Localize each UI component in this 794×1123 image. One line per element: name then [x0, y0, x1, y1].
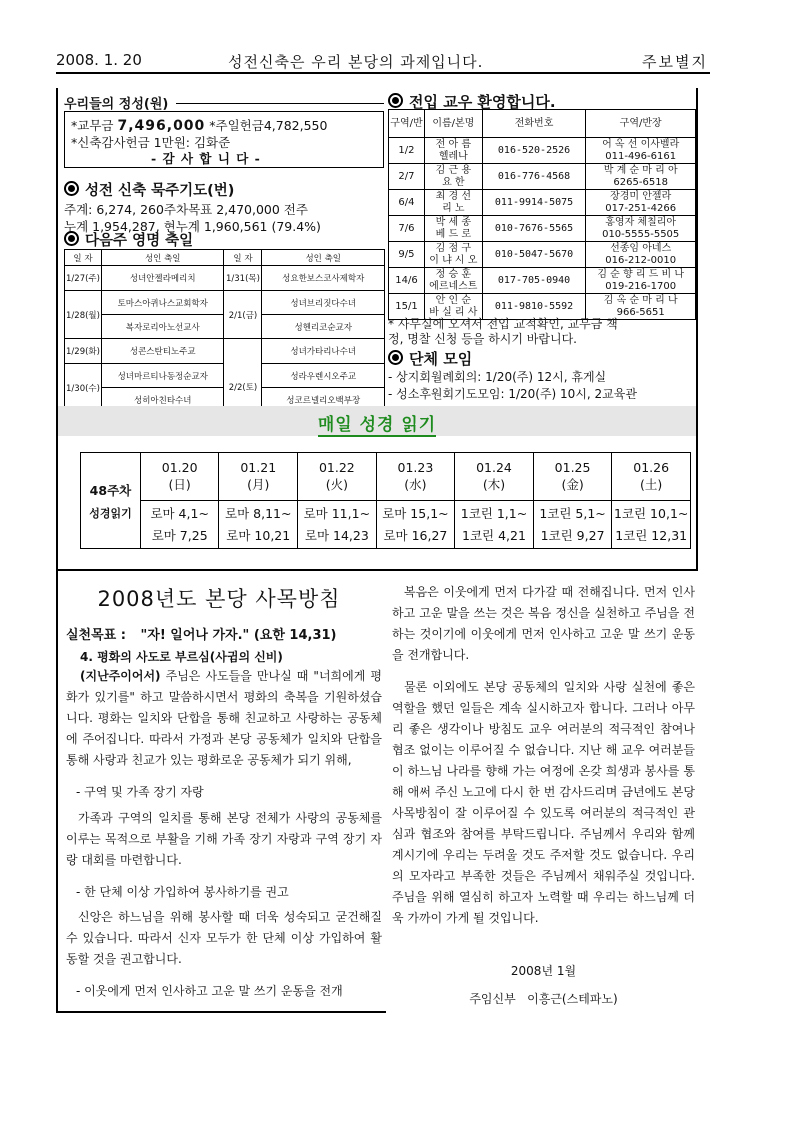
reading-passage	[612, 501, 691, 549]
reading-day	[612, 453, 691, 501]
goal-label: 실천목표 :	[66, 628, 126, 643]
frame-bottom	[56, 1011, 386, 1013]
transfer-name	[424, 190, 482, 216]
reading-title	[58, 410, 696, 435]
transfer-note	[388, 317, 696, 347]
leader-phone: 019-216-1700	[605, 280, 677, 292]
header-label: 주보별지	[642, 53, 708, 71]
feast-saint: 성녀안젤라메리치	[101, 266, 224, 291]
transfer-leader	[586, 164, 696, 190]
passage-from: 로마 15,1~	[382, 505, 449, 521]
transfer-table	[388, 109, 696, 320]
policy-paragraph: 가족과 구역의 일치를 통해 본당 전체가 사랑의 공동체를 이루는 목적으로 부활을 기해 가족 장기 자랑과 구역 장기 자랑 대회를 마련합니다.	[66, 811, 382, 867]
passage-to: 로마 7,25	[151, 527, 208, 543]
transfer-phone: 011-9914-5075	[482, 190, 586, 216]
feast-saint: 성녀마르티나동정순교자	[101, 364, 224, 388]
feast-date: 1/27(주)	[65, 266, 102, 291]
policy-paragraph: 물론 이외에도 본당 공동체의 일치와 사랑 실천에 좋은 역할을 했던 일들은 계속 실시하고자 합니다. 그러나 아무리 좋은 생각이나 방침도 교우 여러분의 적극적인 참여나 협조 없이는 이루어질 수 없습니다. 지난 해 교우 여러분들이 하느님 나라를 향해 가는 여정에 온갖 희생과 봉사를 통해 애써 주신 노고에 다시 한 번 감사드리며 금년에도 본당 사목방침이 잘 이루어질 수 있도록 여러분의 적극적인 관심과 협조와 참여를 부탁드립니다. 주님께서 우리와 함께 계시기에 우리는 두려울 것도 주저할 것도 없습니다. 우리의 모자라고 부족한 것들은 주님께서 채워주실 것입니다. 주님을 위해 열심히 하고자 노력할 때 우리는 하느님께 더욱 가까이 가게 될 것입니다.	[392, 680, 695, 925]
offering-donor: *신축감사헌금 1만원: 김화준	[71, 135, 231, 150]
table-row	[389, 242, 696, 268]
policy-title: 2008년도 본당 사목방침	[97, 587, 341, 611]
name-baptismal: 요 한	[442, 176, 465, 188]
reading-week-cell	[81, 453, 141, 549]
transfer-header: 구역/반장	[586, 110, 696, 138]
policy-item-heading: - 이웃에게 먼저 인사하고 고운 말 쓰기 운동을 전개	[76, 984, 343, 998]
reading-passage	[455, 501, 534, 549]
transfer-area: 15/1	[389, 294, 425, 320]
leader-name: 김 순 향 리 드 비 나	[597, 268, 685, 280]
policy-date: 2008년 1월	[510, 964, 577, 978]
offering-box	[64, 111, 384, 168]
passage-from: 로마 4,1~	[150, 505, 209, 521]
feast-saint: 복자로리아노선교사	[101, 315, 224, 339]
goal-text: "자! 일어나 가자." (요한 14,31)	[140, 628, 337, 643]
transfer-leader	[586, 242, 696, 268]
transfer-area: 1/2	[389, 138, 425, 164]
transfer-name	[424, 294, 482, 320]
transfer-leader	[586, 268, 696, 294]
name-korean: 정 승 훈	[435, 268, 471, 280]
day-weekday: (水)	[404, 477, 427, 492]
passage-to: 1코린 12,31	[615, 527, 688, 543]
transfer-name	[424, 268, 482, 294]
feast-table	[64, 249, 385, 412]
header-rule	[56, 72, 710, 74]
header-slogan: 성전신축은 우리 본당의 과제입니다.	[228, 53, 484, 71]
reading-passage	[376, 501, 455, 549]
offering-amount: 7,496,000	[117, 118, 206, 134]
leader-phone: 966-5651	[616, 306, 665, 318]
feast-saint: 성콘스탄티노주교	[101, 339, 224, 364]
transfer-leader	[586, 138, 696, 164]
passage-from: 1코린 10,1~	[613, 505, 689, 521]
page-header	[56, 48, 710, 72]
feast-saint: 토마스아퀴나스교회학자	[101, 291, 224, 315]
header-date: 2008. 1. 20	[56, 51, 142, 69]
name-baptismal: 바 실 리 사	[429, 306, 478, 318]
bullet-icon	[64, 181, 79, 196]
transfer-note-1: * 사무실에 오셔서 전입 교적확인, 교무금 책	[388, 317, 618, 331]
groups-title: 단체 모임	[409, 350, 473, 368]
transfer-leader	[586, 294, 696, 320]
transfer-area: 14/6	[389, 268, 425, 294]
p1-lead: (지난주이어서)	[80, 669, 161, 683]
groups-line-1: - 상지회월례회의: 1/20(주) 12시, 휴게실	[388, 370, 607, 384]
transfer-name	[424, 242, 482, 268]
transfer-name	[424, 138, 482, 164]
name-baptismal: 베 드 로	[435, 228, 471, 240]
name-baptismal: 리 노	[442, 202, 465, 214]
transfer-header: 이름/본명	[424, 110, 482, 138]
policy-paragraph: 신앙은 하느님을 위해 봉사할 때 더욱 성숙되고 굳건해질 수 있습니다. 따라서 신자 모두가 한 단체 이상 가입하여 활동할 것을 권고합니다.	[66, 910, 382, 966]
groups-line-2: - 성소후원회기도모임: 1/20(주) 10시, 2교육관	[388, 387, 637, 401]
transfer-name	[424, 164, 482, 190]
feast-saint: 성요한보스코사제학자	[262, 266, 385, 291]
transfer-note-2: 정, 명찰 신청 등을 하시기 바랍니다.	[388, 332, 577, 346]
table-row	[389, 138, 696, 164]
day-date: 01.26	[633, 460, 670, 475]
reading-day	[298, 453, 377, 501]
reading-day	[219, 453, 298, 501]
offering-title: 우리들의 정성(원)	[64, 97, 169, 112]
day-weekday: (日)	[168, 477, 191, 492]
table-row	[389, 190, 696, 216]
feast-saint: 성녀가타리나수녀	[262, 339, 385, 364]
name-korean: 최 경 선	[435, 190, 471, 202]
day-weekday: (土)	[640, 477, 663, 492]
reading-day	[533, 453, 612, 501]
policy-subtitle: 4. 평화의 사도로 부르심(사귐의 신비)	[80, 650, 283, 664]
feast-saint: 성코르넬리오백부장	[262, 388, 385, 412]
reading-day	[376, 453, 455, 501]
feast-saint: 성히아친타수녀	[101, 388, 224, 412]
bullet-icon	[388, 93, 403, 108]
leader-name: 홍영자 체칠리아	[605, 216, 677, 228]
feast-date: 2/2(토)	[224, 364, 262, 412]
table-row	[389, 268, 696, 294]
name-korean: 전 아 름	[435, 138, 471, 150]
reading-day	[140, 453, 219, 501]
policy-item-heading: - 구역 및 가족 장기 자랑	[76, 785, 204, 799]
rosary-line-2: 누계 1,954,287, 현누계 1,960,561 (79.4%)	[64, 219, 321, 234]
transfer-leader	[586, 190, 696, 216]
transfer-header: 구역/반	[389, 110, 425, 138]
transfer-phone: 016-520-2526	[482, 138, 586, 164]
passage-to: 1코린 9,27	[540, 527, 605, 543]
reading-passage	[219, 501, 298, 549]
name-baptismal: 헬레나	[438, 150, 468, 162]
leader-phone: 6265-6518	[613, 176, 668, 188]
leader-phone: 011-496-6161	[605, 150, 677, 162]
feast-date: 1/31(목)	[224, 266, 262, 291]
leader-name: 박 계 순 마 리 아	[603, 164, 678, 176]
name-korean: 김 점 구	[435, 242, 471, 254]
offering-title-rule	[176, 103, 384, 104]
feast-date: 1/30(수)	[65, 364, 102, 412]
policy-goal	[66, 624, 386, 643]
transfer-leader	[586, 216, 696, 242]
transfer-phone: 016-776-4568	[482, 164, 586, 190]
name-baptismal: 에르네스트	[429, 280, 478, 292]
transfer-area: 2/7	[389, 164, 425, 190]
policy-right-column	[392, 582, 695, 929]
transfer-area: 7/6	[389, 216, 425, 242]
rosary-line-1: 주계: 6,274, 260주차목표 2,470,000 전주	[64, 202, 308, 217]
feast-header: 성인 축일	[262, 250, 385, 266]
feast-date: 1/29(화)	[65, 339, 102, 364]
section-separator	[58, 569, 698, 571]
feast-saint: 성녀브리짓다수녀	[262, 291, 385, 315]
feast-header: 성인 축일	[101, 250, 224, 266]
table-row	[389, 164, 696, 190]
name-korean: 김 근 용	[435, 164, 471, 176]
passage-to: 로마 14,23	[304, 527, 369, 543]
passage-from: 로마 8,11~	[225, 505, 292, 521]
transfer-area: 9/5	[389, 242, 425, 268]
leader-phone: 010-5555-5505	[602, 228, 680, 240]
day-weekday: (金)	[561, 477, 584, 492]
passage-from: 1코린 1,1~	[460, 505, 528, 521]
feast-section	[64, 229, 193, 250]
groups-section	[388, 348, 696, 403]
name-korean: 박 세 종	[435, 216, 471, 228]
reading-label: 성경읽기	[89, 506, 132, 520]
leader-phone: 017-251-4266	[605, 202, 677, 214]
offering-label-1: *교무금	[71, 118, 114, 133]
leader-name: 김 옥 순 마 리 나	[603, 294, 678, 306]
day-date: 01.25	[554, 460, 591, 475]
passage-to: 로마 16,27	[383, 527, 448, 543]
transfer-name	[424, 216, 482, 242]
table-row	[389, 216, 696, 242]
feast-date	[224, 339, 262, 364]
feast-saint: 성라우렌시오주교	[262, 364, 385, 388]
offering-section	[64, 93, 384, 166]
day-date: 01.22	[318, 460, 355, 475]
bullet-icon	[388, 350, 403, 365]
passage-from: 로마 11,1~	[303, 505, 371, 521]
transfer-phone: 010-7676-5565	[482, 216, 586, 242]
leader-name: 장경미 안젤라	[610, 190, 672, 202]
feast-header: 일 자	[65, 250, 102, 266]
offering-thanks: - 감 사 합 니 다 -	[151, 151, 261, 166]
reading-passage	[533, 501, 612, 549]
p1-text: 주님은 사도들을 만나실 때 "너희에게 평화가 있기를" 하고 말씀하시면서 평화의 축복을 기원하셨습니다. 평화는 일치와 단합을 통해 친교하고 사랑하는 공동체에 주어집니다. 따라서 가정과 본당 공동체가 일치와 단합을 통해 사랑과 친교가 있는 평화로운 공동체가 되기 위해,	[66, 669, 382, 767]
table-row	[389, 294, 696, 320]
passage-to: 로마 10,21	[226, 527, 291, 543]
feast-saint: 성헨리코순교자	[262, 315, 385, 339]
leader-phone: 016-212-0010	[605, 254, 677, 266]
feast-header: 일 자	[224, 250, 262, 266]
bullet-icon	[64, 231, 79, 246]
reading-title-text: 매일 성경 읽기	[317, 415, 437, 435]
name-korean: 안 인 순	[435, 294, 471, 306]
transfer-phone: 011-9810-5592	[482, 294, 586, 320]
transfer-title: 전입 교우 환영합니다.	[409, 93, 556, 111]
feast-date: 1/28(월)	[65, 291, 102, 339]
offering-sunday: *주일헌금4,782,550	[209, 118, 328, 133]
day-date: 01.20	[161, 460, 198, 475]
name-baptismal: 이 냐 시 오	[429, 254, 478, 266]
reading-table	[80, 452, 691, 549]
transfer-phone: 010-5047-5670	[482, 242, 586, 268]
rosary-title: 성전 신축 묵주기도(번)	[85, 183, 235, 199]
policy-signature: 주임신부 이흥근(스테파노)	[469, 992, 618, 1006]
reading-passage	[298, 501, 377, 549]
day-date: 01.23	[397, 460, 434, 475]
leader-name: 어 옥 선 이사벨라	[602, 138, 680, 150]
passage-from: 1코린 5,1~	[539, 505, 606, 521]
policy-item-heading: - 한 단체 이상 가입하여 봉사하기를 권고	[76, 885, 289, 899]
day-date: 01.24	[476, 460, 512, 475]
policy-left-column	[66, 666, 382, 1002]
reading-day	[455, 453, 534, 501]
passage-to: 1코린 4,21	[462, 527, 526, 543]
transfer-area: 6/4	[389, 190, 425, 216]
day-date: 01.21	[240, 460, 277, 475]
frame-left	[56, 88, 58, 1012]
rosary-section	[64, 179, 384, 235]
transfer-header: 전화번호	[482, 110, 586, 138]
feast-title: 다음주 영명 축일	[85, 233, 194, 249]
reading-passage	[140, 501, 219, 549]
frame-right	[696, 88, 698, 570]
leader-name: 선종임 아네스	[610, 242, 672, 254]
reading-week: 48주차	[89, 482, 132, 498]
day-weekday: (火)	[325, 477, 348, 492]
day-weekday: (木)	[482, 477, 506, 492]
day-weekday: (月)	[247, 477, 270, 492]
transfer-phone: 017-705-0940	[482, 268, 586, 294]
policy-paragraph: 복음은 이웃에게 먼저 다가갈 때 전해집니다. 먼저 인사하고 고운 말을 쓰는 것은 복음 정신을 실천하고 주님을 전하는 것이기에 이웃에게 먼저 인사하고 고운 말 쓰기 운동을 전개합니다.	[392, 585, 695, 662]
feast-date: 2/1(금)	[224, 291, 262, 339]
